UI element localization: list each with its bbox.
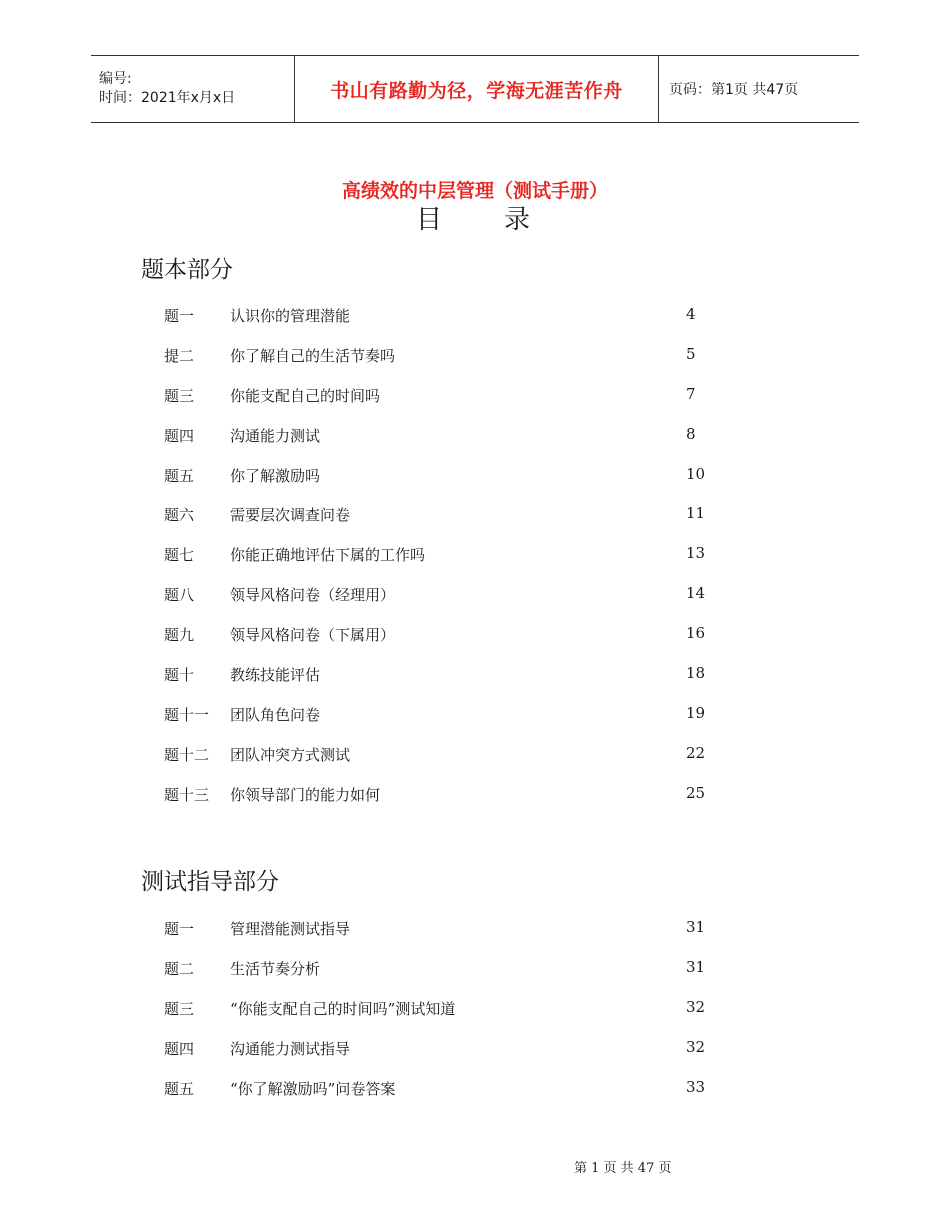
toc-entry-title: “你了解激励吗”问卷答案 (230, 1079, 396, 1098)
toc-entry-number: 题十二 (164, 745, 210, 764)
toc-entry-number: 题九 (164, 626, 195, 645)
toc-entry-number: 题五 (164, 466, 195, 485)
toc-entry-title: 教练技能评估 (230, 666, 321, 685)
toc-entry-page: 11 (686, 504, 706, 523)
toc-entry-page: 32 (686, 997, 706, 1016)
toc-entry[interactable] (0, 457, 950, 497)
toc-entry-title: 你领导部门的能力如何 (230, 785, 381, 804)
toc-entry-number: 题三 (164, 386, 195, 405)
header-table (91, 55, 859, 123)
toc-heading-char-1: 目 (416, 205, 443, 235)
toc-entry-number: 题七 (164, 546, 195, 565)
toc-entry-number: 提二 (164, 346, 195, 365)
toc-entry[interactable] (0, 496, 950, 536)
page-info: 页码：第1页 共47页 (669, 82, 799, 98)
toc-entry-page: 32 (686, 1037, 706, 1056)
toc-entry-title: 管理潜能测试指导 (230, 920, 351, 938)
toc-entry-title: 你能支配自己的时间吗 (230, 386, 381, 405)
toc-entry-page: 8 (686, 424, 696, 443)
toc-heading (416, 199, 530, 236)
toc-entry-number: 题一 (164, 920, 195, 938)
code-label: 编号: (99, 71, 132, 87)
toc-entry[interactable] (0, 656, 950, 696)
toc-entry-page: 25 (686, 783, 706, 802)
toc-entry-title: 你能正确地评估下属的工作吗 (230, 546, 426, 565)
toc-entry[interactable] (0, 1030, 950, 1070)
page-footer: 第 1 页 共 47 页 (574, 1161, 672, 1176)
toc-entry-title: 认识你的管理潜能 (230, 307, 351, 325)
toc-entry-page: 19 (686, 703, 706, 722)
header-page-cell (659, 56, 859, 122)
toc-entry-title: 你了解自己的生活节奏吗 (230, 346, 396, 365)
toc-entry-title: 领导风格问卷（下属用） (230, 626, 396, 645)
toc-entry-page: 14 (686, 584, 706, 603)
toc-heading-char-2: 录 (504, 205, 531, 235)
toc-entry-title: 你了解激励吗 (230, 466, 321, 485)
toc-entry[interactable] (0, 417, 950, 457)
toc-entry-title: 需要层次调查问卷 (230, 506, 351, 525)
toc-entry[interactable] (0, 536, 950, 576)
toc-entry-title: 团队冲突方式测试 (230, 745, 351, 764)
header-meta (91, 56, 294, 122)
toc-entry-title: “你能支配自己的时间吗”测试知道 (230, 999, 456, 1018)
toc-entry[interactable] (0, 910, 950, 950)
toc-list-question-book (0, 297, 950, 816)
toc-entry-number: 题四 (164, 1039, 195, 1058)
toc-entry[interactable] (0, 377, 950, 417)
document-title: 高绩效的中层管理（测试手册） (341, 180, 608, 202)
toc-entry-title: 团队角色问卷 (230, 705, 321, 724)
toc-entry-page: 31 (686, 918, 706, 936)
toc-entry[interactable] (0, 1070, 950, 1110)
toc-entry-page: 10 (686, 464, 706, 483)
toc-entry[interactable] (0, 776, 950, 816)
toc-entry-title: 沟通能力测试指导 (230, 1039, 351, 1058)
motto: 书山有路勤为径，学海无涯苦作舟 (330, 79, 623, 102)
toc-entry-page: 18 (686, 664, 706, 683)
toc-entry-page: 31 (686, 957, 706, 976)
section-title-question-book: 题本部分 (141, 257, 233, 283)
section-title-test-guide: 测试指导部分 (141, 869, 279, 895)
toc-entry-number: 题十三 (164, 785, 210, 804)
toc-entry-number: 题五 (164, 1079, 195, 1098)
time-label: 时间：2021年x月x日 (99, 90, 236, 106)
toc-list-test-guide (0, 910, 950, 1109)
toc-entry[interactable] (0, 576, 950, 616)
toc-entry-number: 题十一 (164, 705, 210, 724)
toc-entry-number: 题四 (164, 426, 195, 445)
toc-entry-number: 题一 (164, 307, 195, 325)
toc-entry[interactable] (0, 297, 950, 337)
toc-entry-title: 生活节奏分析 (230, 959, 321, 978)
toc-entry-number: 题六 (164, 506, 195, 525)
toc-entry-page: 5 (686, 344, 696, 363)
toc-entry-page: 33 (686, 1077, 706, 1096)
toc-entry-title: 领导风格问卷（经理用） (230, 586, 396, 605)
toc-entry-number: 题八 (164, 586, 195, 605)
toc-entry[interactable] (0, 736, 950, 776)
toc-entry[interactable] (0, 950, 950, 990)
toc-entry-page: 4 (686, 305, 696, 323)
toc-entry-title: 沟通能力测试 (230, 426, 321, 445)
toc-entry-number: 题二 (164, 959, 195, 978)
header-motto-cell (294, 56, 659, 122)
toc-entry[interactable] (0, 990, 950, 1030)
toc-entry-number: 题三 (164, 999, 195, 1018)
toc-entry[interactable] (0, 616, 950, 656)
toc-entry-page: 7 (686, 384, 696, 403)
toc-entry-number: 题十 (164, 666, 195, 685)
toc-entry-page: 16 (686, 624, 706, 643)
toc-entry-page: 13 (686, 544, 706, 563)
toc-entry[interactable] (0, 337, 950, 377)
toc-entry[interactable] (0, 696, 950, 736)
toc-entry-page: 22 (686, 743, 706, 762)
